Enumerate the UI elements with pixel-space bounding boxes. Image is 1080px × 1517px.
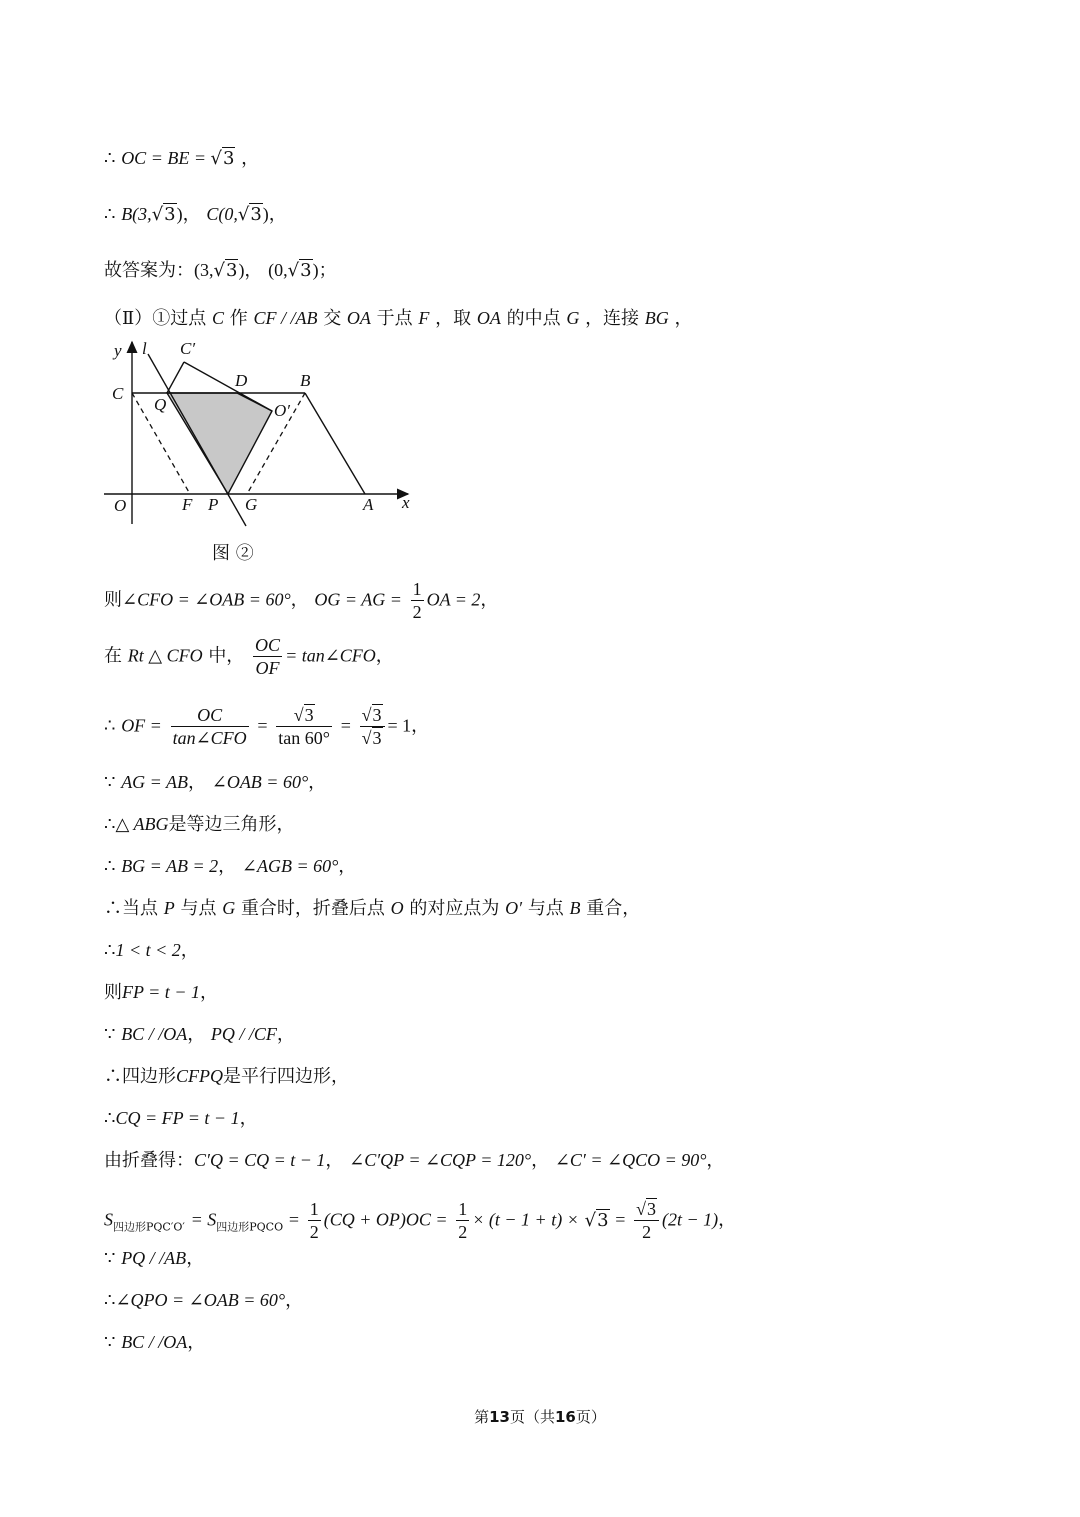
punct: ， [188, 772, 206, 793]
punct: )， [176, 204, 201, 224]
text: （Ⅱ）①过点 [104, 308, 207, 329]
label-l: l [142, 339, 147, 358]
punct: ， [480, 589, 499, 611]
punct: ， [187, 1024, 206, 1045]
math: ∠QPO = ∠OAB = 60° [115, 1290, 286, 1310]
therefore-symbol: ∴ [104, 1290, 116, 1311]
footer-text: 页） [575, 1408, 606, 1426]
math: BG = AB = 2 [121, 856, 219, 876]
page-number: 13 [489, 1408, 510, 1426]
label-g: G [245, 495, 258, 514]
text: ，取 [435, 308, 472, 329]
therefore-symbol: ∴ [104, 856, 116, 877]
punct: ， [218, 856, 237, 877]
text: 重合时，折叠后点 [240, 898, 385, 919]
label-y: y [114, 341, 122, 360]
fraction: $\frac{1}{2}$ [309, 1199, 319, 1242]
math: OA [346, 308, 371, 328]
math: (2t − 1) [662, 1209, 719, 1230]
math: ∠C′QP = ∠CQP = 120° [349, 1150, 532, 1170]
math: G [222, 898, 236, 918]
text: 的对应点为 [409, 898, 500, 919]
line-5 [104, 578, 498, 623]
line-19 [104, 1246, 204, 1271]
math: O [390, 898, 404, 918]
punct: ， [180, 940, 199, 961]
text: ∴当点 [104, 898, 158, 919]
text: ，连接 [585, 308, 640, 329]
punct: ， [706, 1150, 725, 1171]
punct: ， [375, 645, 394, 667]
punct: ， [186, 1248, 205, 1269]
math: BG [644, 308, 669, 328]
math: (CQ + OP)OC = [323, 1209, 448, 1230]
math: PQ / /CF [210, 1024, 277, 1044]
label-q: Q [154, 395, 167, 414]
because-symbol: ∵ [104, 1248, 116, 1269]
line-3 [104, 258, 337, 283]
math: B [569, 898, 581, 918]
sqrt: √3 [287, 260, 312, 281]
punct: ， [718, 1209, 737, 1231]
math: CQ = FP = t − 1 [115, 1108, 240, 1128]
sqrt: √3 [584, 1209, 609, 1231]
line-2 [104, 202, 287, 227]
text: 与点 [180, 898, 217, 919]
text: 由折叠得： [104, 1150, 194, 1171]
punct: ， [325, 1150, 344, 1171]
punct: ， [674, 308, 693, 329]
line-7 [104, 704, 429, 749]
label-d: D [235, 371, 248, 390]
therefore-symbol: ∴ [104, 940, 116, 961]
text: 是平行四边形， [223, 1066, 349, 1087]
math: FP = t − 1 [122, 982, 200, 1002]
sqrt: √3 [237, 204, 262, 225]
math: AG = AB [121, 772, 188, 792]
label-p: P [208, 495, 219, 514]
sqrt: √3 [151, 204, 176, 225]
segment-qc [167, 362, 184, 393]
math: C′Q = CQ = t − 1 [194, 1150, 326, 1170]
math: CFPQ [176, 1066, 223, 1086]
text: 是等边三角形， [168, 814, 295, 835]
figure-caption: 图 ② [212, 543, 254, 564]
fraction: $\frac{1}{2}$ [458, 1199, 468, 1242]
punct: ， [239, 1108, 258, 1129]
because-symbol: ∵ [104, 1332, 116, 1353]
math: = 1 [387, 715, 412, 736]
math: Rt △ CFO [127, 645, 203, 666]
line-15 [104, 1064, 349, 1089]
math: = [340, 715, 351, 736]
math: OC = BE = [121, 148, 211, 168]
fraction: $\frac{OC}{\text{tan∠CFO}}$ [172, 705, 247, 748]
punct: ， [199, 982, 218, 1003]
text: 交 [323, 308, 342, 329]
math: (3, [194, 260, 214, 280]
subscript: 四边形PQC′O′ [113, 1220, 185, 1234]
fraction: $\frac{√3}{√3}$ [360, 704, 385, 749]
line-8 [104, 770, 326, 795]
therefore-symbol: ∴ [104, 814, 116, 835]
line-13 [104, 980, 218, 1005]
math: S [104, 1209, 113, 1230]
punct: )； [312, 260, 337, 280]
math: BC / /OA [121, 1024, 188, 1044]
math: ∠AGB = 60° [241, 856, 339, 876]
math: = [257, 715, 268, 736]
label-c: C [112, 384, 124, 403]
punct: )， [238, 260, 263, 280]
math: × (t − 1 + t) × [472, 1209, 579, 1230]
fraction: $\frac{√3}{\tan 60^\circ}$ [278, 705, 330, 748]
math: F [418, 308, 430, 328]
math: C(0, [206, 204, 238, 224]
math: = tan∠CFO [285, 645, 376, 666]
line-21 [104, 1330, 205, 1355]
subscript: 四边形PQCO [216, 1220, 284, 1234]
math: G [566, 308, 580, 328]
line-14 [104, 1022, 295, 1047]
sqrt: √3 [210, 148, 235, 169]
math: C [211, 308, 224, 328]
punct: ， [285, 1290, 304, 1311]
math: OA = 2 [426, 589, 481, 610]
punct: ， [241, 148, 260, 169]
text: 中， [208, 645, 245, 667]
line-18 [104, 1198, 736, 1243]
punct: ， [531, 1150, 550, 1171]
fraction: $\frac{OC}{OF}$ [255, 635, 281, 678]
line-4 [104, 306, 693, 331]
math: = S [190, 1209, 217, 1230]
math: BC / /OA [121, 1332, 188, 1352]
line-9 [104, 812, 294, 837]
therefore-symbol: ∴ [104, 148, 116, 169]
math: CF / /AB [253, 308, 318, 328]
label-o: O [114, 496, 127, 515]
math: △ ABG [115, 814, 169, 834]
punct: ， [276, 1024, 295, 1045]
math: P [163, 898, 175, 918]
math: O′ [505, 898, 523, 918]
label-o-prime: O′ [274, 401, 290, 420]
therefore-symbol: ∴ [104, 1108, 116, 1129]
label-c-prime: C′ [180, 339, 196, 358]
line-16 [104, 1106, 258, 1131]
label-f: F [182, 495, 193, 514]
math: = [615, 1209, 626, 1230]
therefore-symbol: ∴ [104, 204, 116, 225]
because-symbol: ∵ [104, 772, 116, 793]
punct: ， [290, 589, 309, 611]
line-20 [104, 1288, 303, 1313]
line-6 [104, 634, 394, 679]
math: PQ / /AB [121, 1248, 187, 1268]
math: OA [476, 308, 501, 328]
text: 与点 [527, 898, 564, 919]
punct: ， [187, 1332, 206, 1353]
total-pages: 16 [555, 1408, 576, 1426]
math: (0, [268, 260, 288, 280]
text: 则 [104, 589, 122, 611]
therefore-symbol: ∴ [104, 715, 116, 737]
footer-text: 页（共 [509, 1408, 555, 1426]
text: 则 [104, 982, 122, 1003]
text: 作 [229, 308, 248, 329]
math: = [288, 1209, 299, 1230]
label-b: B [300, 371, 311, 390]
math: B(3, [121, 204, 152, 224]
punct: ， [411, 715, 430, 737]
line-17 [104, 1148, 724, 1173]
math: OF = [121, 715, 162, 736]
label-x: x [402, 493, 410, 512]
math: ∠OAB = 60° [211, 772, 309, 792]
page-footer [0, 1406, 1080, 1427]
text: 于点 [376, 308, 413, 329]
segment-ab [305, 393, 365, 494]
text: 重合， [586, 898, 641, 919]
math: ∠CFO = ∠OAB = 60° [122, 589, 291, 610]
math: OG = AG = [314, 589, 402, 610]
geometry-figure [100, 336, 420, 536]
fraction: $\frac{1}{2}$ [412, 579, 422, 622]
text: ∴四边形 [104, 1066, 176, 1087]
line-10 [104, 854, 356, 879]
punct: )， [262, 204, 287, 224]
fraction: $\frac{√3}{2}$ [634, 1198, 659, 1243]
line-1 [104, 146, 259, 171]
because-symbol: ∵ [104, 1024, 116, 1045]
text: 在 [104, 645, 122, 667]
line-11 [104, 896, 640, 921]
text: 的中点 [506, 308, 561, 329]
label-a: A [363, 495, 374, 514]
punct: ， [338, 856, 357, 877]
sqrt: √3 [213, 260, 238, 281]
math: ∠C′ = ∠QCO = 90° [554, 1150, 707, 1170]
punct: ， [308, 772, 327, 793]
text: 故答案为： [104, 260, 194, 281]
footer-text: 第 [474, 1408, 490, 1426]
math: 1 < t < 2 [115, 940, 181, 960]
line-12 [104, 938, 199, 963]
